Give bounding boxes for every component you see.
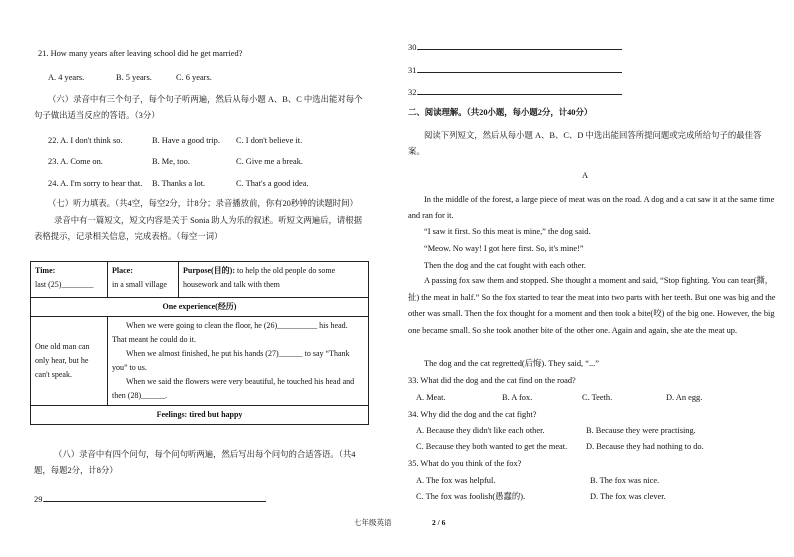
place-cell bbox=[108, 262, 179, 298]
q21-text: 21. How many years after leaving school did he get married? bbox=[38, 49, 243, 58]
q33-text: 33. What did the dog and the cat find on the road? bbox=[408, 376, 576, 385]
q32-label: 32. bbox=[408, 88, 419, 97]
q22-option-b: B. Have a good trip. bbox=[152, 136, 220, 145]
experience-line-26[interactable]: When we were going to clean the floor, he (26)__________ his head. bbox=[126, 321, 348, 330]
q34-text: 34. Why did the dog and the cat fight? bbox=[408, 410, 537, 419]
q24-option-c: C. That's a good idea. bbox=[236, 179, 309, 188]
passage-paragraph-1: In the middle of the forest, a large piece of meat was on the road. A dog and a cat saw it at the same time and ran for it. bbox=[408, 195, 775, 220]
q30-label: 30. bbox=[408, 43, 419, 52]
footer-page-number: 2 / 6 bbox=[432, 518, 446, 527]
section-7-intro: 录音中有一篇短文，短文内容是关于 Sonia 助人为乐的叙述。听短文两遍后，请根据表格提示，记录相关信息，完成表格。（每空一词） bbox=[34, 216, 363, 241]
section-2-title: 二、阅读理解。（共20小题，每小题2分，计40分） bbox=[408, 108, 593, 117]
q35-option-c[interactable]: C. The fox was foolish(愚蠢的). bbox=[416, 492, 526, 501]
q31-blank[interactable] bbox=[418, 63, 622, 73]
section-6-instructions: （六）录音中有三个句子，每个句子听两遍，然后从每小题 A、B、C 中选出能对每个句子做出适当反应的答语。（3分） bbox=[34, 95, 363, 120]
q23-option-c: C. Give me a break. bbox=[236, 157, 303, 166]
q34-option-d[interactable]: D. Because they had nothing to do. bbox=[586, 442, 704, 451]
q30-blank[interactable] bbox=[418, 40, 622, 50]
experience-line-28[interactable]: When we said the flowers were very beautiful, he touched his head and then (28)______. bbox=[112, 377, 355, 400]
place-label: Place: bbox=[112, 266, 133, 275]
passage-paragraph-4: Then the dog and the cat fought with each other. bbox=[424, 261, 586, 270]
q34-option-a[interactable]: A. Because they didn't like each other. bbox=[416, 426, 545, 435]
footer-subject: 七年级英语 bbox=[354, 518, 392, 527]
experience-line-27[interactable]: When we almost finished, he put his hands (27)______ to say “Thank you” to us. bbox=[112, 349, 350, 372]
q24-option-b: B. Thanks a lot. bbox=[152, 179, 206, 188]
experience-line-2: That meant he could do it. bbox=[112, 335, 196, 344]
passage-paragraph-5: A passing fox saw them and stopped. She thought a moment and said, “Stop fighting. You can tear(撕，扯) the meat in half.” So the fox started to tear the meat into two parts with her teeth. But one was big and the other was small. Then the fox thought for a moment and then took a bite(咬) of the big one. However, the big one became small. So she took another bite of the other one. Again and again, she ate the meat up. bbox=[408, 276, 776, 335]
q31-label: 31. bbox=[408, 66, 419, 75]
time-cell bbox=[31, 262, 108, 298]
q35-text: 35. What do you think of the fox? bbox=[408, 459, 522, 468]
q35-option-a[interactable]: A. The fox was helpful. bbox=[416, 476, 496, 485]
purpose-value-1: to help the old people do some bbox=[235, 266, 336, 275]
q23-option-a: 23. A. Come on. bbox=[48, 157, 103, 166]
q29-answer-line[interactable] bbox=[34, 492, 266, 505]
q33-option-d[interactable]: D. An egg. bbox=[666, 393, 703, 402]
place-value: in a small village bbox=[112, 280, 167, 289]
passage-label: A bbox=[582, 171, 589, 180]
feelings-row: Feelings: tired but happy bbox=[31, 406, 369, 425]
q34-option-c[interactable]: C. Because they both wanted to get the meat. bbox=[416, 442, 568, 451]
q35-option-d[interactable]: D. The fox was clever. bbox=[590, 492, 666, 501]
time-label: Time: bbox=[35, 266, 56, 275]
passage-paragraph-6: The dog and the cat regretted(后悔). They said, “...” bbox=[424, 359, 599, 368]
section-8-instructions: （八）录音中有四个问句，每个问句听两遍，然后写出每个问句的合适答语。（共4题，每题2分，计8分） bbox=[34, 450, 356, 475]
purpose-value-2: housework and talk with them bbox=[183, 280, 280, 289]
q21-option-c: C. 6 years. bbox=[176, 73, 212, 82]
q24-option-a: 24. A. I'm sorry to hear that. bbox=[48, 179, 143, 188]
reading-instructions: 阅读下列短文，然后从每小题 A、B、C、D 中选出能回答所提问题或完成所给句子的最佳答案。 bbox=[408, 131, 762, 156]
experience-details bbox=[108, 317, 369, 406]
q33-option-c[interactable]: C. Teeth. bbox=[582, 393, 613, 402]
experience-header: One experience(经历) bbox=[31, 298, 369, 317]
q23-option-b: B. Me, too. bbox=[152, 157, 190, 166]
listening-form-table bbox=[30, 261, 369, 425]
passage-paragraph-3: “Meow. No way! I got here first. So, it's mine!” bbox=[424, 244, 584, 253]
q29-label: 29. bbox=[34, 495, 45, 504]
passage-paragraph-2: “I saw it first. So this meat is mine,” the dog said. bbox=[424, 227, 591, 236]
q34-option-b[interactable]: B. Because they were practising. bbox=[586, 426, 696, 435]
q32-blank[interactable] bbox=[418, 85, 622, 95]
section-7-title: （七）听力填表。（共4空，每空2分，计8分；录音播放前，你有20秒钟的读题时间） bbox=[48, 199, 358, 208]
purpose-cell bbox=[179, 262, 369, 298]
q31-answer-line[interactable] bbox=[408, 63, 622, 76]
q33-option-a[interactable]: A. Meat. bbox=[416, 393, 446, 402]
time-blank-25[interactable]: last (25)________ bbox=[35, 280, 94, 289]
q22-option-a: 22. A. I don't think so. bbox=[48, 136, 123, 145]
q33-option-b[interactable]: B. A fox. bbox=[502, 393, 533, 402]
q21-option-b: B. 5 years. bbox=[116, 73, 152, 82]
purpose-label: Purpose(目的): bbox=[183, 266, 235, 275]
q21-option-a: A. 4 years. bbox=[48, 73, 85, 82]
q32-answer-line[interactable] bbox=[408, 85, 622, 98]
q22-option-c: C. I don't believe it. bbox=[236, 136, 303, 145]
q30-answer-line[interactable] bbox=[408, 40, 622, 53]
old-man-cell: One old man can only hear, but he can't speak. bbox=[31, 317, 108, 406]
q35-option-b[interactable]: B. The fox was nice. bbox=[590, 476, 660, 485]
q29-blank[interactable] bbox=[44, 492, 266, 502]
